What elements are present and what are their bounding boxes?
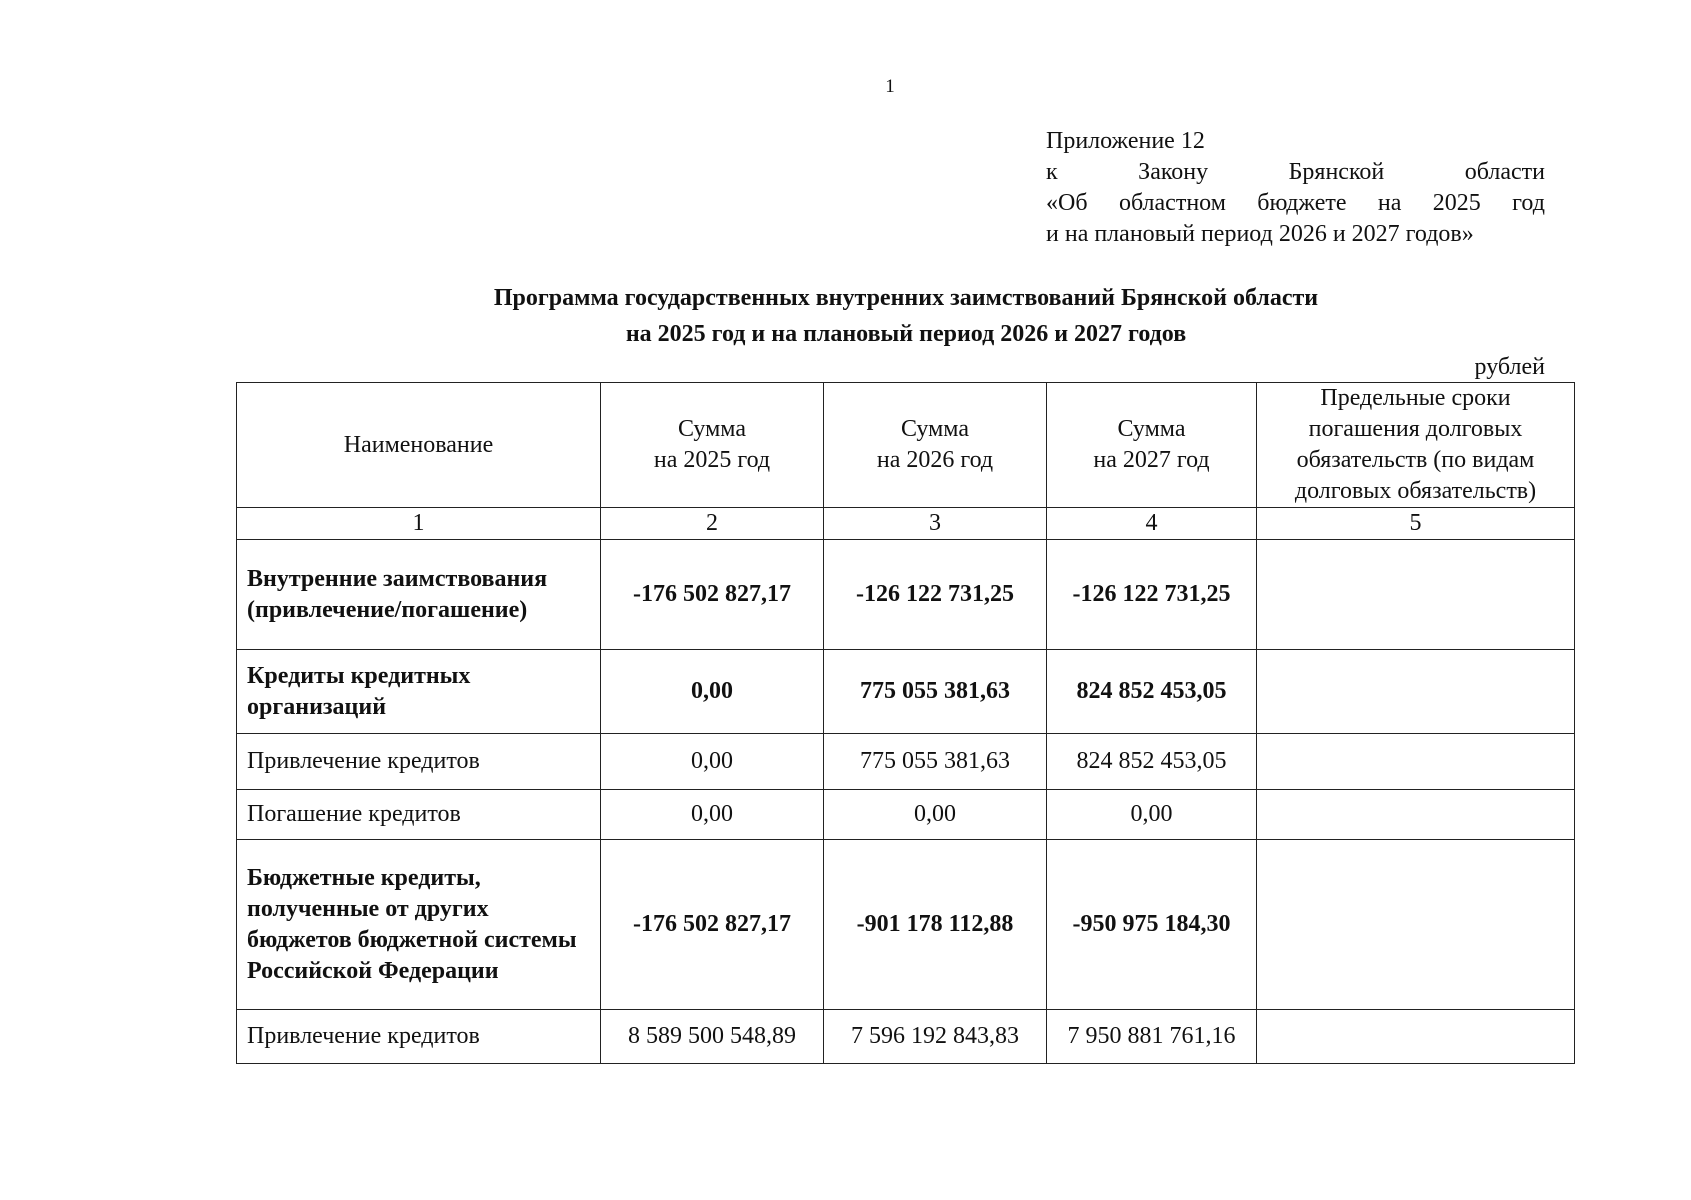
row-sum-2025: -176 502 827,17: [601, 840, 824, 1010]
row-sum-2025: 0,00: [601, 650, 824, 734]
row-name: Привлечение кредитов: [237, 1010, 601, 1064]
row-name: Бюджетные кредиты, полученные от других бюджетов бюджетной системы Российской Федерации: [237, 840, 601, 1010]
column-number: 1: [237, 508, 601, 540]
row-sum-2027: -126 122 731,25: [1047, 540, 1257, 650]
table-row: [237, 540, 1575, 650]
appendix-word: Брянской: [1288, 159, 1385, 185]
unit-label: рублей: [1474, 354, 1545, 380]
appendix-line-3: [1046, 188, 1545, 219]
row-sum-2027: 7 950 881 761,16: [1047, 1010, 1257, 1064]
row-sum-2026: -901 178 112,88: [824, 840, 1047, 1010]
appendix-line-4: и на плановый период 2026 и 2027 годов»: [1046, 221, 1474, 247]
header-sum-2026: [824, 383, 1047, 508]
header-year-label: на 2027 год: [1093, 447, 1210, 473]
row-sum-2025: 0,00: [601, 790, 824, 840]
row-sum-2026: 775 055 381,63: [824, 650, 1047, 734]
header-repayment-terms: Предельные сроки погашения долговых обязательств (по видам долговых обязательств): [1257, 383, 1575, 508]
row-name: Внутренние заимствования (привлечение/погашение): [237, 540, 601, 650]
row-sum-2026: 775 055 381,63: [824, 734, 1047, 790]
appendix-line-1: Приложение 12: [1046, 128, 1205, 154]
row-sum-2027: 824 852 453,05: [1047, 650, 1257, 734]
header-name: Наименование: [237, 383, 601, 508]
table-row: [237, 734, 1575, 790]
row-name: Привлечение кредитов: [237, 734, 601, 790]
table-row: [237, 840, 1575, 1010]
appendix-word: бюджете: [1257, 190, 1347, 216]
appendix-word: 2025: [1432, 190, 1481, 216]
row-sum-2025: 8 589 500 548,89: [601, 1010, 824, 1064]
table-row: [237, 650, 1575, 734]
header-sum-label: Сумма: [901, 416, 969, 442]
row-name: Кредиты кредитных организаций: [237, 650, 601, 734]
appendix-word: «Об: [1046, 190, 1088, 216]
appendix-word: к: [1046, 159, 1058, 185]
document-title-line-1: Программа государственных внутренних заимствований Брянской области: [493, 285, 1319, 311]
column-number: 3: [824, 508, 1047, 540]
column-number: 2: [601, 508, 824, 540]
row-repayment-terms: [1257, 1010, 1575, 1064]
row-sum-2025: -176 502 827,17: [601, 540, 824, 650]
borrowing-program-table: [236, 382, 1575, 1064]
header-sum-2025: [601, 383, 824, 508]
header-sum-label: Сумма: [678, 416, 746, 442]
document-title-line-2: на 2025 год и на плановый период 2026 и 2027 годов: [625, 321, 1187, 347]
row-sum-2027: 824 852 453,05: [1047, 734, 1257, 790]
row-repayment-terms: [1257, 540, 1575, 650]
table-row: [237, 1010, 1575, 1064]
appendix-word: области: [1464, 159, 1545, 185]
appendix-header: [1046, 126, 1545, 250]
row-repayment-terms: [1257, 734, 1575, 790]
row-repayment-terms: [1257, 840, 1575, 1010]
appendix-word: областном: [1118, 190, 1226, 216]
appendix-line-2: [1046, 157, 1545, 188]
appendix-word: год: [1512, 190, 1545, 216]
row-repayment-terms: [1257, 790, 1575, 840]
table-row: [237, 790, 1575, 840]
table-header-row: [237, 383, 1575, 508]
appendix-word: Закону: [1138, 159, 1209, 185]
row-sum-2026: 0,00: [824, 790, 1047, 840]
row-repayment-terms: [1257, 650, 1575, 734]
row-sum-2027: -950 975 184,30: [1047, 840, 1257, 1010]
row-sum-2025: 0,00: [601, 734, 824, 790]
column-number-row: [237, 508, 1575, 540]
header-sum-label: Сумма: [1117, 416, 1186, 442]
header-year-label: на 2026 год: [876, 447, 994, 473]
column-number: 4: [1047, 508, 1257, 540]
page-number: 1: [885, 76, 895, 97]
header-sum-2027: [1047, 383, 1257, 508]
appendix-word: на: [1377, 190, 1402, 216]
row-sum-2027: 0,00: [1047, 790, 1257, 840]
document-title: [236, 280, 1576, 352]
header-year-label: на 2025 год: [653, 447, 771, 473]
column-number: 5: [1257, 508, 1575, 540]
row-name: Погашение кредитов: [237, 790, 601, 840]
row-sum-2026: -126 122 731,25: [824, 540, 1047, 650]
row-sum-2026: 7 596 192 843,83: [824, 1010, 1047, 1064]
